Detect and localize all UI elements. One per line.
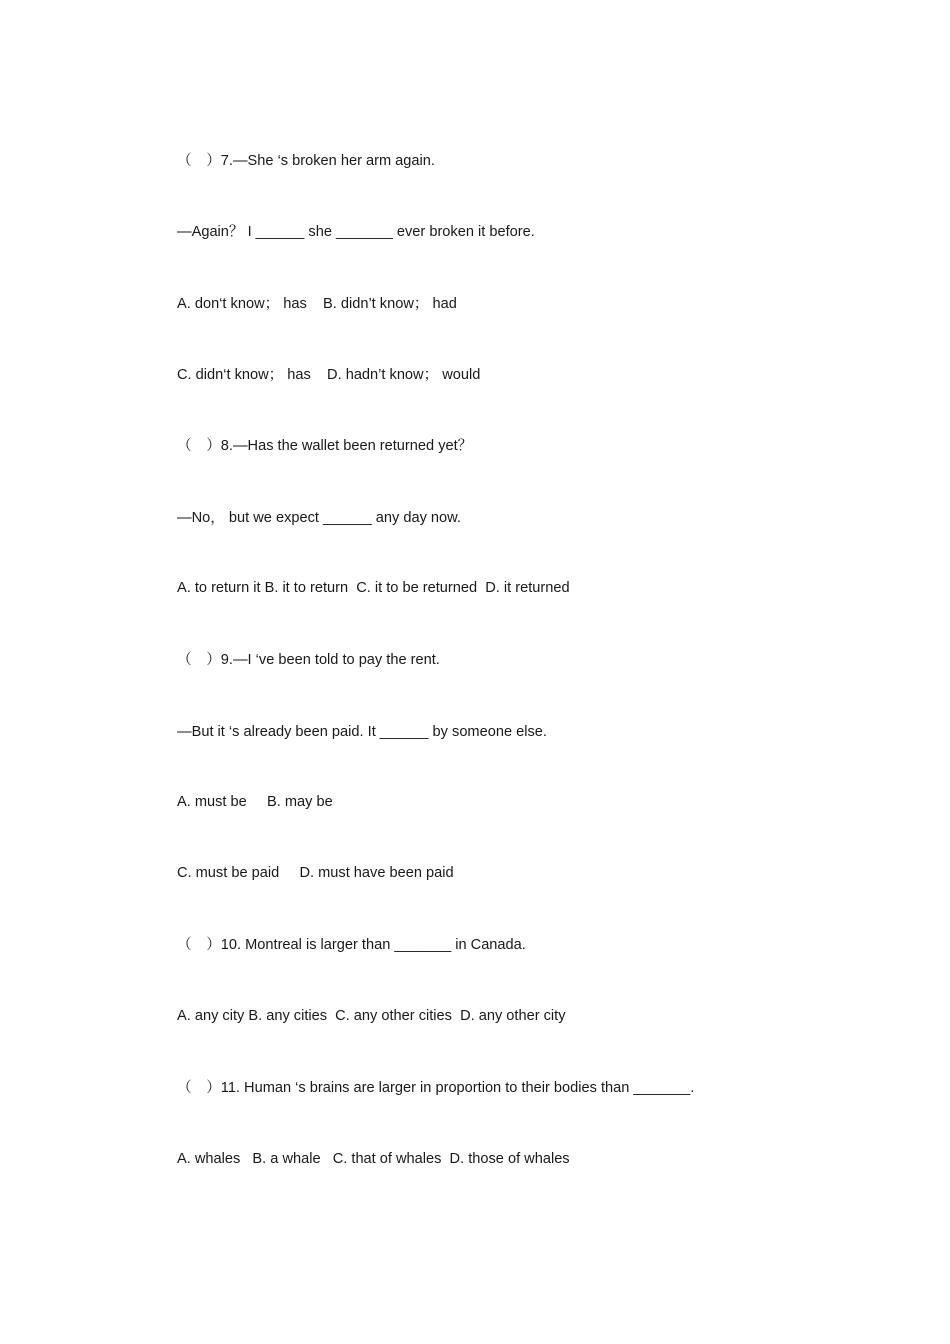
question-9-stem: （ ）9.—I ‘ve been told to pay the rent. xyxy=(177,652,440,668)
question-7-dialogue: —Again？ I ______ she _______ ever broken it before. xyxy=(177,224,535,240)
question-7-stem: （ ）7.—She ‘s broken her arm again. xyxy=(177,153,435,169)
question-8-dialogue: —No， but we expect ______ any day now. xyxy=(177,510,461,526)
question-11-options: A. whales B. a whale C. that of whales D. those of whales xyxy=(177,1151,570,1167)
question-10-options: A. any city B. any cities C. any other cities D. any other city xyxy=(177,1008,566,1024)
question-10-stem: （ ）10. Montreal is larger than _______ in Canada. xyxy=(177,937,526,953)
question-8-stem: （ ）8.—Has the wallet been returned yet？ xyxy=(177,438,473,454)
question-9-options-ab: A. must be B. may be xyxy=(177,794,333,810)
question-11-stem: （ ）11. Human ‘s brains are larger in proportion to their bodies than _______. xyxy=(177,1080,695,1096)
question-7-options-cd: C. didn‘t know； has D. hadn’t know； would xyxy=(177,367,481,383)
question-9-dialogue: —But it ‘s already been paid. It ______ by someone else. xyxy=(177,724,547,740)
question-7-options-ab: A. don‘t know； has B. didn’t know； had xyxy=(177,296,457,312)
question-8-options: A. to return it B. it to return C. it to be returned D. it returned xyxy=(177,580,570,596)
question-9-options-cd: C. must be paid D. must have been paid xyxy=(177,865,454,881)
